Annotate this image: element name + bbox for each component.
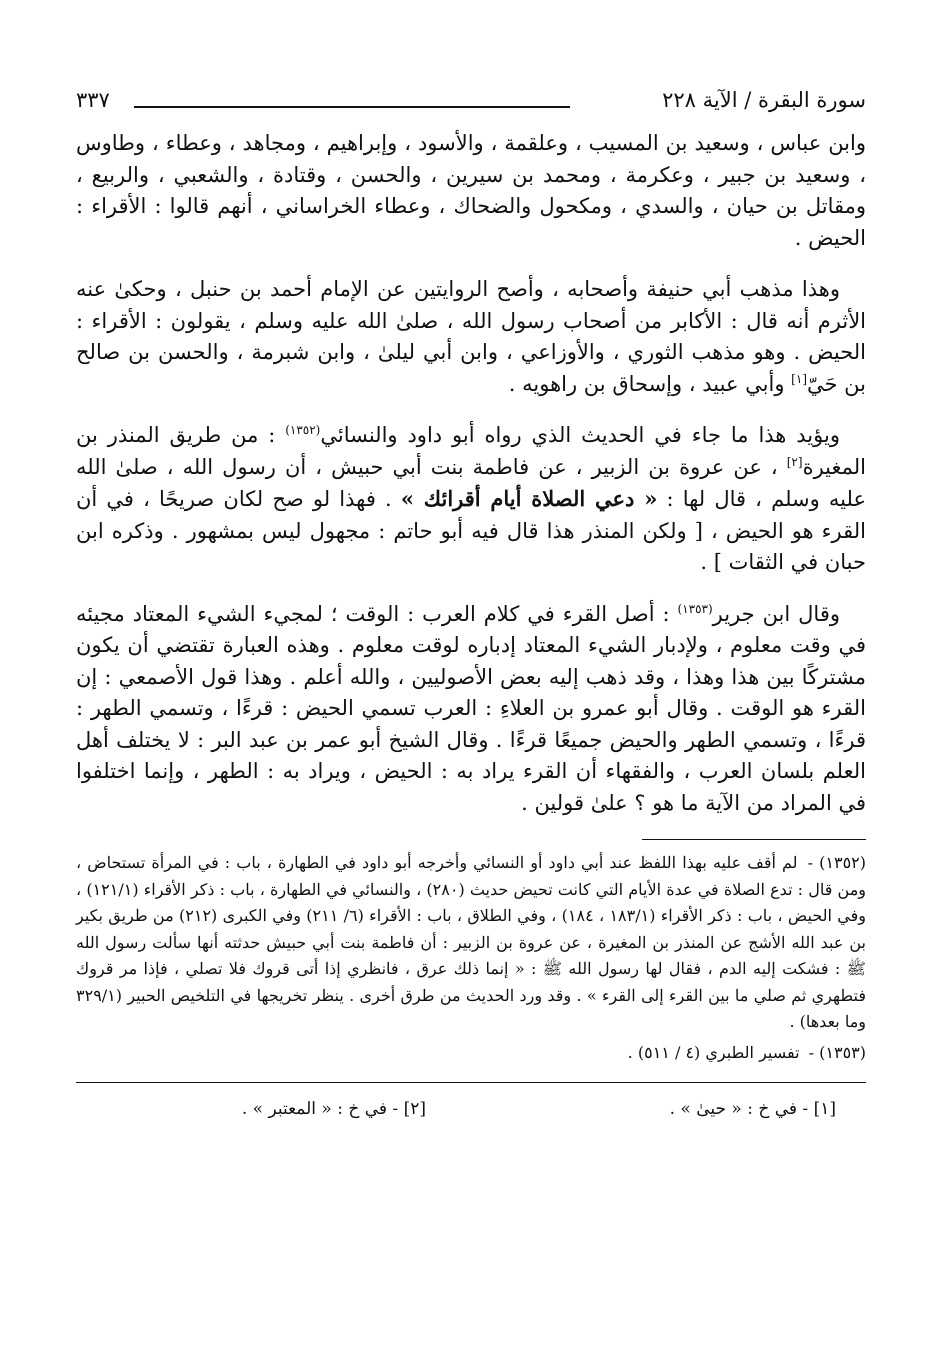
editor-note-2: [٢] - في خ : « المعتبر » . xyxy=(241,1099,426,1119)
header-rule xyxy=(134,106,570,108)
footnote-ref-1352: (١٣٥٢) xyxy=(285,423,321,437)
footnotes xyxy=(76,850,866,1066)
footnote-rule xyxy=(642,839,866,840)
paragraph-2-text-b: وأبي عبيد ، وإسحاق بن راهويه . xyxy=(508,371,792,396)
editor-note-ref-1: [١] xyxy=(791,371,807,386)
paragraph-2-text-a: وهذا مذهب أبي حنيفة وأصحابه ، وأصح الروايتين عن الإمام أحمد بن حنبل ، وحكىٰ عنه الأثرم أنه قال : الأكابر من أصحاب رسول الله ، صلىٰ الله عليه وسلم ، يقولون : الأقراء : الحيض . وهو مذهب الثوري ، والأوزاعي ، وابن أبي ليلىٰ ، وابن شبرمة ، والحسن بن صالح بن حَيّ xyxy=(76,277,866,396)
footnote-number: (١٣٥٣) - xyxy=(808,1042,866,1062)
footnote-ref-1353: (١٣٥٣) xyxy=(677,601,713,616)
page-number: ٣٣٧ xyxy=(76,88,110,112)
editor-notes xyxy=(76,1099,866,1129)
footnote-1353 xyxy=(76,1040,866,1067)
paragraph-3-text-a: ويؤيد هذا ما جاء في الحديث الذي رواه أبو داود والنسائي xyxy=(320,423,840,447)
editor-notes-rule xyxy=(76,1082,866,1083)
paragraph-4-text-a: وقال ابن جرير xyxy=(712,601,841,626)
paragraph-4-text-b: : أصل القرء في كلام العرب : الوقت ؛ لمجيء الشيء المعتاد مجيئه في وقت معلوم ، ولإدبار الشيء المعتاد إدباره لوقت معلوم . وهذه العبارة تقتضي أن يكون مشتركًا بين هذا وهذا ، وقد ذهب إليه بعض الأصوليين ، والله أعلم . وهذا قول الأصمعي : إن القرء هو الوقت . وقال أبو عمرو بن العلاءِ : العرب تسمي الحيض : قرءًا ، وتسمي الطهر : قرءًا ، وتسمي الطهر والحيض جميعًا قرءًا . وقال الشيخ أبو عمر بن عبد البر : لا يختلف أهل العلم بلسان العرب ، والفقهاء أن القرء يراد به : الحيض ، ويراد به : الطهر ، وإنما اختلفوا في المراد من الآية ما هو ؟ علىٰ قولين . xyxy=(76,601,866,815)
footnote-1352 xyxy=(76,850,866,1036)
editor-note-ref-2: [٢] xyxy=(786,454,803,469)
main-text xyxy=(76,128,866,819)
paragraph-4 xyxy=(76,599,866,820)
page xyxy=(76,88,866,1268)
paragraph-2 xyxy=(76,274,866,400)
paragraph-3-text-d: . فهذا لو صح لكان صريحًا ، في أن القرء هو الحيض ، [ ولكن المنذر هذا قال فيه أبو حاتم : مجهول ليس بمشهور . وذكره ابن حبان في الثقات ] . xyxy=(76,487,867,574)
footnote-number: (١٣٥٢) - xyxy=(807,853,867,872)
paragraph-3 xyxy=(76,420,866,579)
footnote-text: تفسير الطبري (٤ / ٥١١) . xyxy=(627,1042,800,1062)
paragraph-1: وابن عباس ، وسعيد بن المسيب ، وعلقمة ، والأسود ، وإبراهيم ، ومجاهد ، وعطاء ، وطاوس ، وسعيد بن جبير ، وعكرمة ، ومحمد بن سيرين ، والحسن ، وقتادة ، والشعبي ، والربيع ، ومقاتل بن حيان ، والسدي ، ومكحول والضحاك ، وعطاء الخراساني ، أنهم قالوا : الأقراء : الحيض . xyxy=(76,131,866,250)
paragraph-3-text-c: ، عن عروة بن الزبير ، عن فاطمة بنت أبي حبيش ، أن رسول الله ، صلىٰ الله عليه وسلم ، قال لها : xyxy=(76,454,866,511)
paragraph-3-text-b: : من طريق المنذر بن المغيرة xyxy=(76,423,866,479)
chapter-title: سورة البقرة / الآية ٢٢٨ xyxy=(662,88,866,112)
page-header xyxy=(76,88,866,128)
hadith-quote: « دعي الصلاة أيام أقرائك » xyxy=(400,486,658,511)
editor-note-1: [١] - في خ : « حيىٰ » . xyxy=(669,1099,836,1119)
footnote-text: لم أقف عليه بهذا اللفظ عند أبي داود أو النسائي وأخرجه أبو داود في الطهارة ، باب : في المرأة تستحاض ، ومن قال : تدع الصلاة في عدة الأيام التي كانت تحيض حديث (٢٨٠) ، والنسائي في الطهارة ، باب : ذكر الأقراء (١٢١/١) ، وفي الحيض ، باب : ذكر الأقراء (١٨٣/١ ، ١٨٤) ، وفي الطلاق ، باب : الأقراء (٦/ ٢١١) وفي الكبرى (٢١٢) من طريق بكير بن عبد الله الأشج عن المنذر بن المغيرة ، عن عروة بن الزبير : أن فاطمة بنت أبي حبيش حدثته أنها سألت رسول الله ﷺ : فشكت إليه الدم ، فقال لها رسول الله ﷺ : « إنما ذلك عرق ، فانظري إذا أتى قروك فلا تصلي ، فإذا مر قروك فتطهري ثم صلي ما بين القرء إلى القرء » . وقد ورد الحديث من طرق أخرى . ينظر تخريجها في التلخيص الحبير (٣٢٩/١ وما بعدها) . xyxy=(76,853,866,1031)
